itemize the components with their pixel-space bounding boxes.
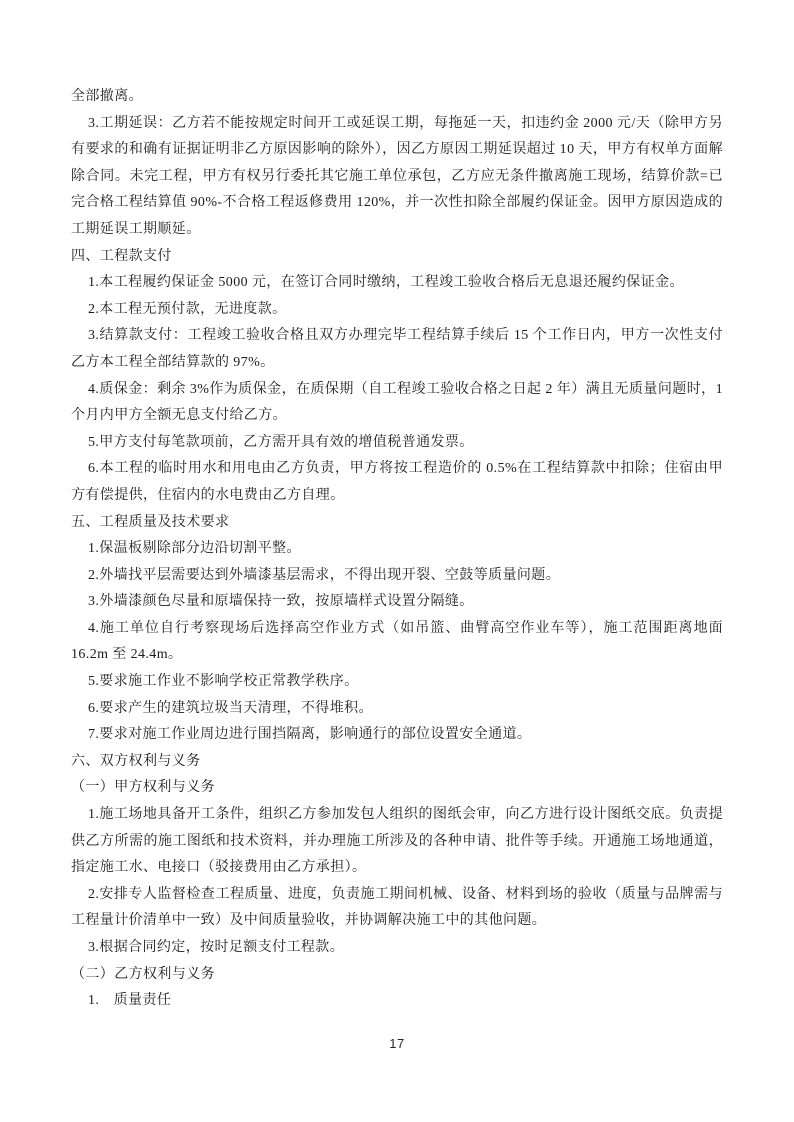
section-heading: 六、双方权利与义务	[71, 753, 201, 769]
page-number: 17	[389, 1036, 405, 1051]
section-heading: （一）甲方权利与义务	[71, 780, 215, 796]
section-heading: 五、工程质量及技术要求	[71, 514, 230, 530]
paragraph: 5.要求施工作业不影响学校正常教学秩序。	[88, 674, 359, 690]
paragraph: 3.结算款支付：工程竣工验收合格且双方办理完毕工程结算手续后 15 个工作日内，甲方一次性支付乙方本工程全部结算款的 97%。	[71, 328, 723, 370]
paragraph: 全部撤离。	[71, 89, 143, 104]
paragraph: 1. 质量责任	[88, 993, 172, 1009]
paragraph: 3.根据合同约定，按时足额支付工程款。	[88, 940, 345, 955]
paragraph: 5.甲方支付每笔款项前，乙方需开具有效的增值税普通发票。	[88, 434, 474, 450]
paragraph: 4.施工单位自行考察现场后选择高空作业方式（如吊篮、曲臂高空作业车等），施工范围距离地面 16.2m 至 24.4m。	[71, 620, 723, 663]
paragraph: 1.施工场地具备开工条件，组织乙方参加发包人组织的图纸会审，向乙方进行设计图纸交底。负责提供乙方所需的施工图纸和技术资料，并办理施工所涉及的各种申请、批件等手续。开通施工场地通道，指定施工水、电接口（驳接费用由乙方承担）。	[71, 807, 723, 876]
section-heading: 四、工程款支付	[71, 248, 172, 264]
paragraph: 1.保温板剔除部分边沿切割平整。	[88, 541, 301, 557]
paragraph: 2.安排专人监督检查工程质量、进度，负责施工期间机械、设备、材料到场的验收（质量与品牌需与工程量计价清单中一致）及中间质量验收，并协调解决施工中的其他问题。	[71, 886, 723, 929]
document-body	[71, 84, 723, 1015]
paragraph: 4.质保金：剩余 3%作为质保金，在质保期（自工程竣工验收合格之日起 2 年）满且无质量问题时，1 个月内甲方全额无息支付给乙方。	[71, 381, 723, 424]
paragraph: 2.外墙找平层需要达到外墙漆基层需求，不得出现开裂、空鼓等质量问题。	[88, 567, 561, 583]
paragraph: 2.本工程无预付款，无进度款。	[88, 301, 287, 317]
paragraph: 3.外墙漆颜色尽量和原墙保持一致，按原墙样式设置分隔缝。	[88, 594, 474, 610]
paragraph: 6.本工程的临时用水和用电由乙方负责，甲方将按工程造价的 0.5%在工程结算款中扣除；住宿由甲方有偿提供，住宿内的水电费由乙方自理。	[71, 461, 723, 503]
paragraph: 6.要求产生的建筑垃圾当天清理，不得堆积。	[88, 700, 373, 716]
section-heading: （二）乙方权利与义务	[71, 966, 215, 982]
paragraph: 1.本工程履约保证金 5000 元，在签订合同时缴纳，工程竣工验收合格后无息退还履约保证金。	[88, 275, 684, 291]
paragraph: 7.要求对施工作业周边进行围挡隔离，影响通行的部位设置安全通道。	[88, 727, 532, 743]
paragraph: 3.工期延误：乙方若不能按规定时间开工或延误工期，每拖延一天，扣违约金 2000 元/天（除甲方另有要求的和确有证据证明非乙方原因影响的除外），因乙方原因工期延误超过 10 天，甲方有权单方面解除合同。未完工程，甲方有权另行委托其它施工单位承包，乙方应无条件撤离施工现场，结算价款=已完合格工程结算值 90%-不合格工程返修费用 120%，并一次性扣除全部履约保证金。因甲方原因造成的工期延误工期顺延。	[71, 115, 723, 237]
